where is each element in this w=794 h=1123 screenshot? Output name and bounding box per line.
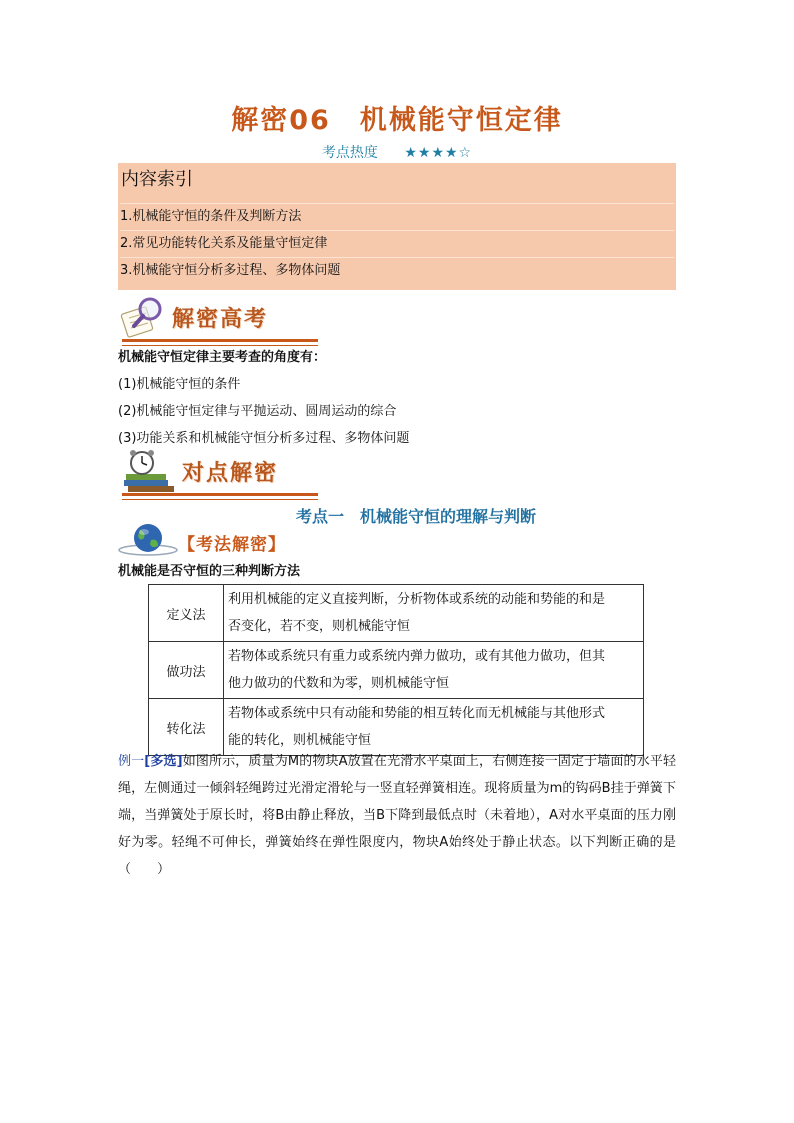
method-desc-line: 否变化，若不变，则机械能守恒 [228,619,411,634]
method-desc [224,642,644,699]
example-text: 如图所示，质量为M的物块A放置在光滑水平桌面上，右侧连接一固定于墙面的水平轻绳，左侧通过一倾斜轻绳跨过光滑定滑轮与一竖直轻弹簧相连。现将质量为m的钩码B挂于弹簧下端，当弹簧处于原长时，将B由静止释放，当B下降到最低点时（未着地），A对水平桌面的压力刚好为零。轻绳不可伸长，弹簧始终在弹性限度内，物块A始终处于静止状态。以下判断正确的是（ ） [118,754,676,877]
banner-label: 解密高考 [172,307,269,332]
globe-icon [118,522,180,558]
banner-label: 对点解密 [182,461,279,486]
index-item: 1.机械能守恒的条件及判断方法 [120,203,674,230]
method-desc-line: 若物体或系统只有重力或系统内弹力做功，或有其他力做功，但其 [228,649,606,664]
exam-focus-point: (2)机械能守恒定律与平抛运动、圆周运动的综合 [118,404,397,419]
method-name: 做功法 [149,642,224,699]
content-index [118,163,676,290]
method-desc [224,699,644,756]
exam-focus-point: (3)功能关系和机械能守恒分析多过程、多物体问题 [118,431,410,446]
methods-table [148,584,644,756]
banner-points [118,450,318,496]
example-tag: [多选] [144,754,183,769]
heat-rating [118,142,676,162]
banner-rule [122,339,318,342]
banner-rule [122,493,318,496]
method-name: 转化法 [149,699,224,756]
index-item: 2.常见功能转化关系及能量守恒定律 [120,230,674,257]
method-name: 定义法 [149,585,224,642]
method-desc [224,585,644,642]
method-desc-line: 若物体或系统中只有动能和势能的相互转化而无机械能与其他形式 [228,706,606,721]
heat-label: 考点热度 [321,145,378,161]
banner-exam [118,296,318,342]
method-desc-line: 能的转化，则机械能守恒 [228,733,372,748]
table-row [149,585,644,642]
section-title: 考点一 机械能守恒的理解与判断 [295,507,536,526]
heat-stars: ★★★★☆ [404,145,473,161]
index-title: 内容索引 [121,169,193,190]
method-title: 【考法解密】 [178,535,286,555]
example-paragraph [118,748,676,883]
magnifier-notepad-icon [120,296,170,340]
exam-focus-point: (1)机械能守恒的条件 [118,377,241,392]
banner-rule-thin [122,499,318,500]
methods-subtitle: 机械能是否守恒的三种判断方法 [118,564,301,579]
method-desc-line: 利用机械能的定义直接判断，分析物体或系统的动能和势能的和是 [228,592,606,607]
method-desc-line: 他力做功的代数和为零，则机械能守恒 [228,676,450,691]
exam-focus-intro: 机械能守恒定律主要考查的角度有： [118,350,327,365]
clock-books-icon [120,450,180,494]
table-row [149,642,644,699]
page-title: 解密06 机械能守恒定律 [231,105,563,136]
table-row [149,699,644,756]
index-item: 3.机械能守恒分析多过程、多物体问题 [120,257,674,284]
example-prefix: 例一 [118,754,145,769]
